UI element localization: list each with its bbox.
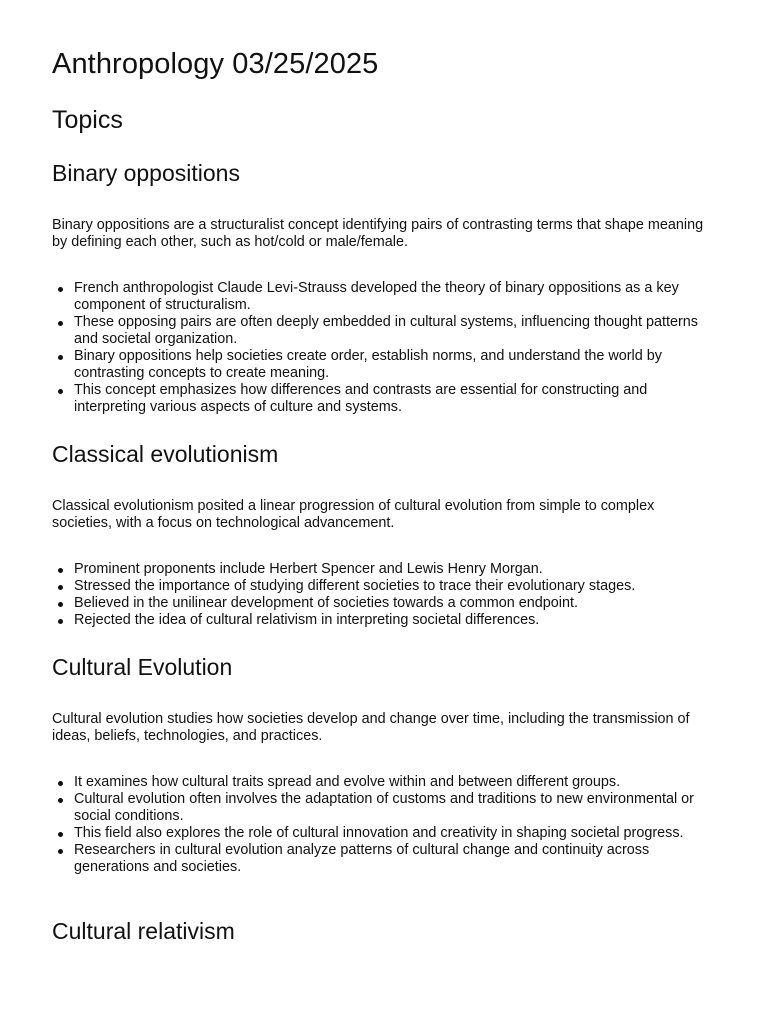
topics-heading: Topics (52, 106, 123, 134)
section-classical-evolutionism (52, 439, 716, 629)
list-item: Believed in the unilinear development of societies towards a common endpoint. (74, 595, 716, 612)
section-heading: Cultural relativism (52, 918, 235, 944)
bullet-list (52, 774, 716, 876)
section-summary: Binary oppositions are a structuralist concept identifying pairs of contrasting terms that shape meaning by defining each other, such as hot/cold or male/female. (52, 217, 704, 250)
list-item: French anthropologist Claude Levi-Strauss developed the theory of binary oppositions as a key component of structuralism. (74, 280, 716, 314)
list-item: Rejected the idea of cultural relativism in interpreting societal differences. (74, 612, 716, 629)
bullet-list (52, 561, 716, 629)
list-item: This field also explores the role of cultural innovation and creativity in shaping societal progress. (74, 825, 716, 842)
section-summary: Classical evolutionism posited a linear progression of cultural evolution from simple to complex societies, with a focus on technological advancement. (52, 498, 655, 531)
section-heading: Binary oppositions (52, 160, 240, 186)
list-item: It examines how cultural traits spread and evolve within and between different groups. (74, 774, 716, 791)
page-title: Anthropology 03/25/2025 (52, 48, 379, 80)
section-heading: Classical evolutionism (52, 441, 279, 467)
section-cultural-relativism (52, 916, 716, 946)
list-item: This concept emphasizes how differences and contrasts are essential for constructing and interpreting various aspects of culture and systems. (74, 382, 716, 416)
bullet-list (52, 280, 716, 416)
section-cultural-evolution (52, 652, 716, 876)
list-item: Stressed the importance of studying different societies to trace their evolutionary stages. (74, 578, 716, 595)
section-summary: Cultural evolution studies how societies develop and change over time, including the transmission of ideas, beliefs, technologies, and practices. (52, 711, 690, 744)
list-item: Binary oppositions help societies create order, establish norms, and understand the world by contrasting concepts to create meaning. (74, 348, 716, 382)
section-heading: Cultural Evolution (52, 654, 233, 680)
section-binary-oppositions (52, 158, 716, 416)
list-item: Prominent proponents include Herbert Spencer and Lewis Henry Morgan. (74, 561, 716, 578)
list-item: Cultural evolution often involves the adaptation of customs and traditions to new environmental or social conditions. (74, 791, 716, 825)
list-item: Researchers in cultural evolution analyze patterns of cultural change and continuity across generations and societies. (74, 842, 716, 876)
list-item: These opposing pairs are often deeply embedded in cultural systems, influencing thought patterns and societal organization. (74, 314, 716, 348)
